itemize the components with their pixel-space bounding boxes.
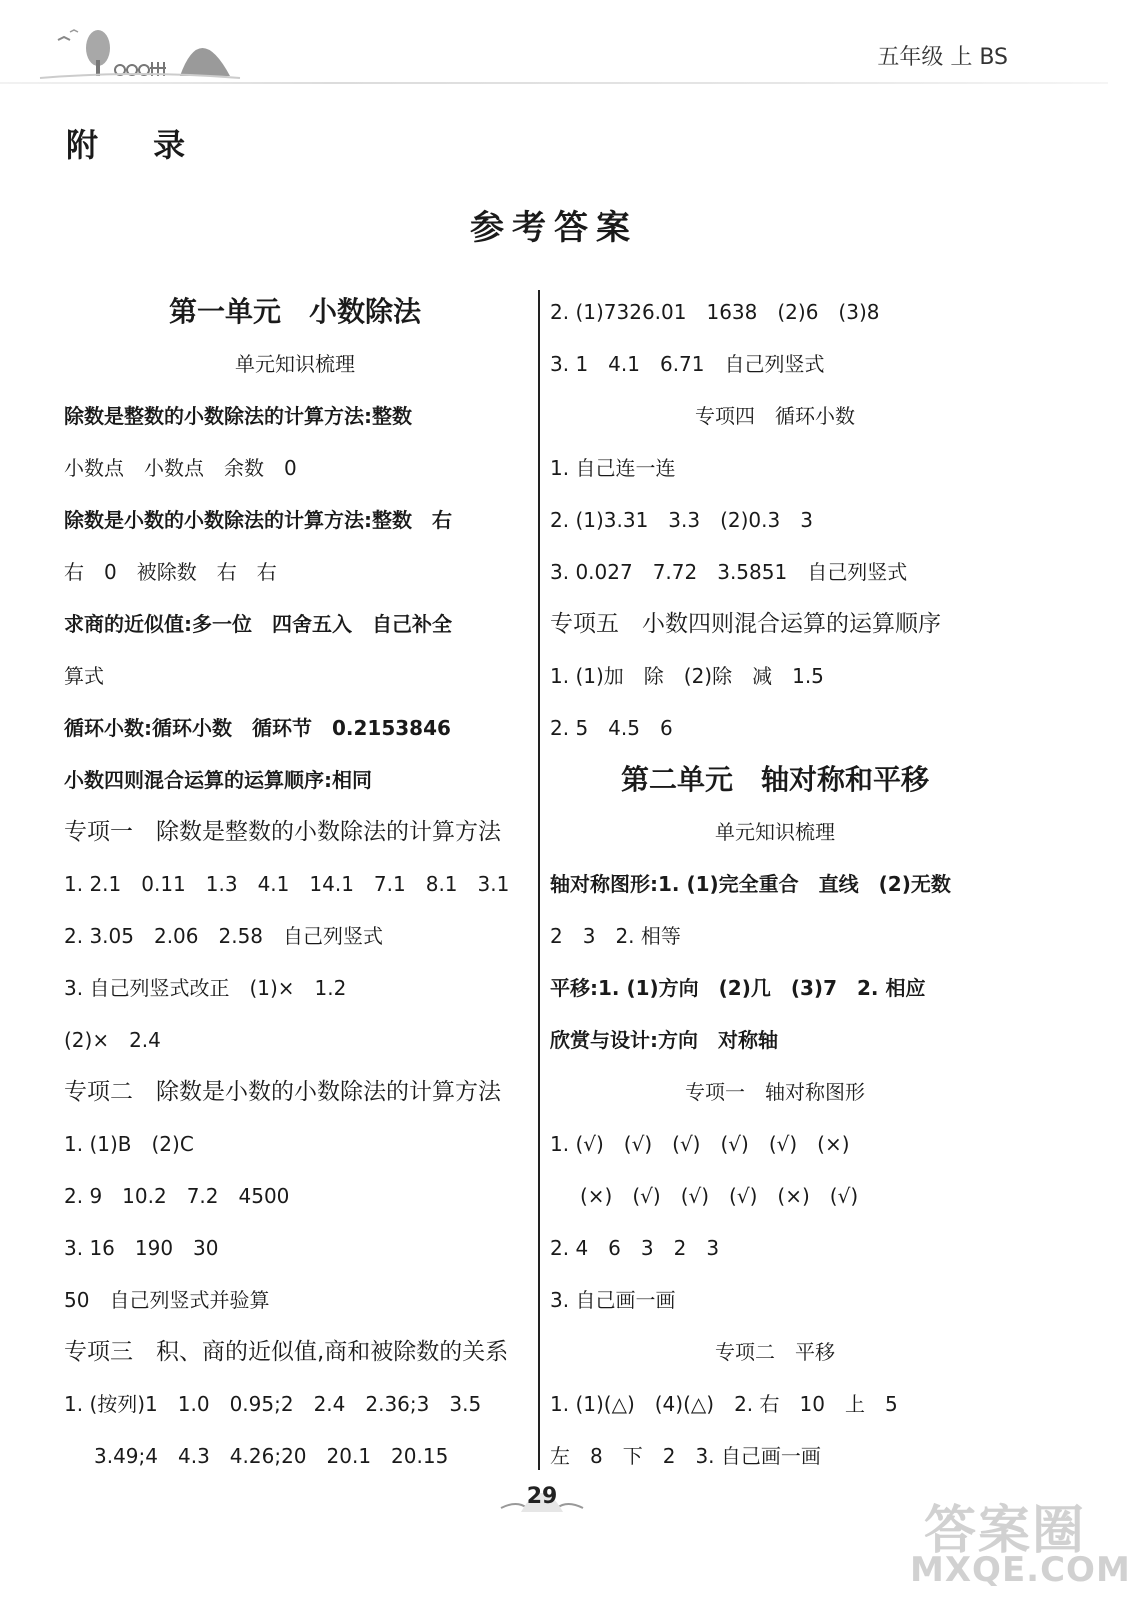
answer-line: 2. (1)7326.01 1638 (2)6 (3)8 bbox=[550, 300, 880, 324]
answer-line: 3. 16 190 30 bbox=[64, 1236, 219, 1260]
answer-line: 除数是整数的小数除法的计算方法:整数 bbox=[64, 404, 412, 428]
section-heading: 专项三 积、商的近似值,商和被除数的关系 bbox=[64, 1339, 509, 1365]
answer-line: 50 自己列竖式并验算 bbox=[64, 1288, 270, 1312]
answer-line: 2. (1)3.31 3.3 (2)0.3 3 bbox=[550, 508, 813, 532]
answer-line: 1. (按列)1 1.0 0.95;2 2.4 2.36;3 3.5 bbox=[64, 1392, 482, 1416]
watermark-url: MXQE.COM bbox=[910, 1550, 1131, 1590]
section-heading: 专项二 平移 bbox=[715, 1340, 835, 1364]
watermark bbox=[910, 1488, 1131, 1594]
column-divider bbox=[538, 290, 540, 1470]
answer-line: 算式 bbox=[64, 664, 104, 688]
answer-line: 2 3 2. 相等 bbox=[550, 924, 681, 948]
answer-line: 2. 5 4.5 6 bbox=[550, 716, 673, 740]
answer-line: 2. 4 6 3 2 3 bbox=[550, 1236, 720, 1260]
answer-line: 1. (1)加 除 (2)除 减 1.5 bbox=[550, 664, 824, 688]
unit-heading: 第一单元 小数除法 bbox=[168, 295, 421, 328]
answer-line: 2. 3.05 2.06 2.58 自己列竖式 bbox=[64, 924, 384, 948]
answer-line: 欣赏与设计:方向 对称轴 bbox=[550, 1028, 778, 1052]
section-heading: 专项二 除数是小数的小数除法的计算方法 bbox=[64, 1079, 501, 1105]
answer-line: 1. (√) (√) (√) (√) (√) (×) bbox=[550, 1132, 850, 1156]
answer-line: 右 0 被除数 右 右 bbox=[64, 560, 277, 584]
answer-line: 1. 2.1 0.11 1.3 4.1 14.1 7.1 8.1 3.1 bbox=[64, 872, 510, 896]
left-column bbox=[64, 286, 526, 1482]
page-title: 参考答案 bbox=[470, 208, 638, 248]
answer-line: 3.49;4 4.3 4.26;20 20.1 20.15 bbox=[94, 1444, 449, 1468]
answer-line: 求商的近似值:多一位 四舍五入 自己补全 bbox=[64, 612, 452, 636]
answer-line: 3. 1 4.1 6.71 自己列竖式 bbox=[550, 352, 825, 376]
grade-label: 五年级 上 BS bbox=[877, 45, 1008, 70]
unit-heading: 第二单元 轴对称和平移 bbox=[620, 763, 929, 796]
answer-line: 轴对称图形:1. (1)完全重合 直线 (2)无数 bbox=[550, 872, 951, 896]
section-heading: 单元知识梳理 bbox=[235, 352, 355, 376]
answer-line: 1. 自己连一连 bbox=[550, 456, 676, 480]
answer-line: 3. 0.027 7.72 3.5851 自己列竖式 bbox=[550, 560, 908, 584]
answer-line: 3. 自己画一画 bbox=[550, 1288, 676, 1312]
appendix-title: 附 录 bbox=[66, 126, 208, 164]
answer-line: 小数四则混合运算的运算顺序:相同 bbox=[64, 768, 372, 792]
answer-line: 平移:1. (1)方向 (2)几 (3)7 2. 相应 bbox=[550, 976, 926, 1000]
answer-line: 除数是小数的小数除法的计算方法:整数 右 bbox=[64, 508, 452, 532]
answer-line: (2)× 2.4 bbox=[64, 1028, 161, 1052]
answer-line: 左 8 下 2 3. 自己画一画 bbox=[550, 1444, 821, 1468]
answer-line: 1. (1)B (2)C bbox=[64, 1132, 194, 1156]
right-column bbox=[550, 286, 1000, 1482]
watermark-logo-text: 答案圈 bbox=[923, 1501, 1086, 1561]
answer-line: 1. (1)(△) (4)(△) 2. 右 10 上 5 bbox=[550, 1392, 898, 1416]
section-heading: 专项五 小数四则混合运算的运算顺序 bbox=[550, 611, 941, 637]
section-heading: 专项四 循环小数 bbox=[695, 404, 855, 428]
answer-line: (×) (√) (√) (√) (×) (√) bbox=[580, 1184, 859, 1208]
section-heading: 专项一 轴对称图形 bbox=[685, 1080, 865, 1104]
section-heading: 单元知识梳理 bbox=[715, 820, 835, 844]
section-heading: 专项一 除数是整数的小数除法的计算方法 bbox=[64, 819, 501, 845]
header-rule bbox=[0, 82, 1108, 84]
page-number: 29 bbox=[526, 1484, 558, 1509]
page-number-badge bbox=[497, 1478, 587, 1518]
answer-line: 小数点 小数点 余数 0 bbox=[64, 456, 297, 480]
answer-line: 循环小数:循环小数 循环节 0.2153846 bbox=[64, 716, 451, 740]
answer-line: 2. 9 10.2 7.2 4500 bbox=[64, 1184, 290, 1208]
header-illustration bbox=[40, 20, 240, 90]
answer-line: 3. 自己列竖式改正 (1)× 1.2 bbox=[64, 976, 347, 1000]
